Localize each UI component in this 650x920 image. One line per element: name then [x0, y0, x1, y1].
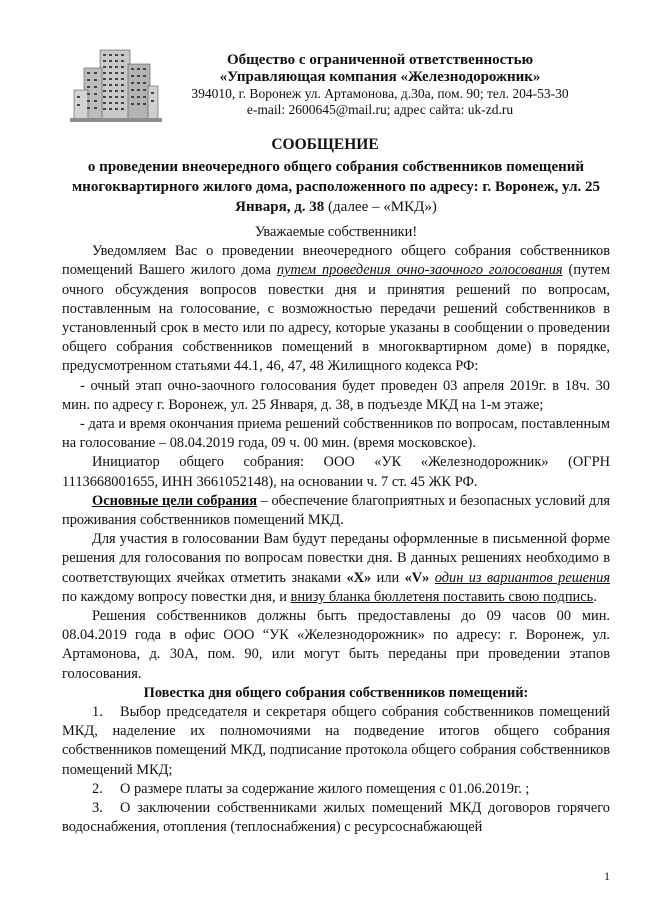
company-address: 394010, г. Воронеж ул. Артамонова, д.30а, пом. 90; тел. 204-53-30 [191, 86, 569, 101]
notice-text-c: (путем очного обсуждения вопросов повестки дня и принятия решений по вопросам, поставленным на голосование, с возможностью передачи решений собственников в установленный срок в место или по адресу, которые указаны в сообщении о проведении общего собрания собственников помещений в многоквартирном доме) в порядке, предусмотренном статьями 44.1, 46, 47, 48 Жилищного кодекса РФ: [62, 262, 610, 375]
paragraph-submission: Решения собственников должны быть предоставлены до 09 часов 00 мин. 08.04.2019 года в офис ООО “УК «Железнодорожник» по адресу: г. Воронеж, ул. Артамонова, д. 30А, пом. 90, или могут быть переданы при проведении этапов голосования. [62, 608, 610, 682]
company-info [165, 38, 595, 118]
paragraph-deadline: - дата и время окончания приема решений собственников по вопросам, поставленным на голосование – 08.04.2019 года, 09 ч. 00 мин. (время московское). [62, 416, 610, 452]
building-logo [70, 46, 162, 126]
subtitle-bold: о проведении внеочередного общего собрания собственников помещений многоквартирного жилого дома, расположенного по адресу: г. Воронеж, ул. 25 Января, д. 38 [71, 159, 601, 215]
letterhead [70, 38, 590, 133]
instructions-text-a: Для участия в голосовании Вам будут переданы оформленные в письменной форме решения для голосования по вопросам повестки дня. В данных решениях необходимо в соответствующих ячейках отметить знаками [62, 531, 610, 586]
company-name-line2: «Управляющая компания «Железнодорожник» [219, 69, 541, 85]
document-title: СООБЩЕНИЕ [271, 136, 379, 153]
goals-text: – обеспечение благоприятных и безопасных условий для проживания собственников помещений МКД. [62, 492, 611, 529]
company-contacts: e-mail: 2600645@mail.ru; адрес сайта: uk-zd.ru [246, 102, 514, 117]
agenda-item-text: О заключении собственниками жилых помещений МКД договоров горячего водоснабжения, отопления (теплоснабжения) с ресурсоснабжающей [62, 800, 610, 836]
instructions-signature: внизу бланка бюллетеня поставить свою подпись [290, 588, 594, 605]
instructions-end: . [593, 588, 597, 605]
agenda-item-number: 1. [92, 704, 103, 721]
paragraph-notice [62, 242, 610, 376]
document-subtitle [62, 157, 610, 217]
subtitle-normal: (далее – «МКД») [324, 199, 437, 215]
agenda-item [62, 703, 610, 780]
paragraph-goals [62, 492, 610, 530]
document-body [62, 223, 610, 838]
notice-text-a: Уведомляем Вас о проведении внеочередного общего собрания собственников помещений Вашего жилого дома [62, 243, 610, 279]
agenda-item-text: Выбор председателя и секретаря общего собрания собственников помещений МКД, наделение их полномочиями на подведение итогов общего собрания собственников помещений МКД, подписание протокола общего собрания собственников помещений МКД; [62, 704, 610, 778]
instructions-one-option: один из вариантов решения [434, 569, 611, 586]
mark-v: «V» [404, 569, 430, 586]
agenda-title: Повестка дня общего собрания собственников помещений: [143, 684, 529, 701]
agenda-item [62, 799, 610, 837]
instructions-text-c: по каждому вопросу повестки дня, и [62, 588, 291, 605]
agenda-item-number: 3. [92, 800, 103, 817]
agenda-item-number: 2. [92, 780, 103, 797]
greeting: Уважаемые собственники! [254, 224, 418, 240]
mark-x: «Х» [346, 569, 372, 586]
page-number: 1 [604, 869, 610, 883]
agenda-item-text: О размере платы за содержание жилого помещения с 01.06.2019г. ; [120, 780, 530, 797]
paragraph-initiator: Инициатор общего собрания: ООО «УК «Железнодорожник» (ОГРН 1113668001655, ИНН 3661052148), на основании ч. 7 ст. 45 ЖК РФ. [62, 454, 610, 490]
agenda-item [62, 780, 610, 799]
notice-voting-method: путем проведения очно-заочного голосования [276, 262, 563, 279]
paragraph-in-person-stage: - очный этап очно-заочного голосования будет проведен 03 апреля 2019г. в 18ч. 30 мин. по адресу г. Воронеж, ул. 25 Января, д. 38, в подъезде МКД на 1-м этаже; [62, 377, 610, 413]
paragraph-voting-instructions [62, 530, 610, 607]
company-name-line1: Общество с ограниченной ответственностью [226, 52, 534, 68]
instructions-or: или [371, 569, 405, 586]
goals-label: Основные цели собрания [92, 492, 258, 509]
